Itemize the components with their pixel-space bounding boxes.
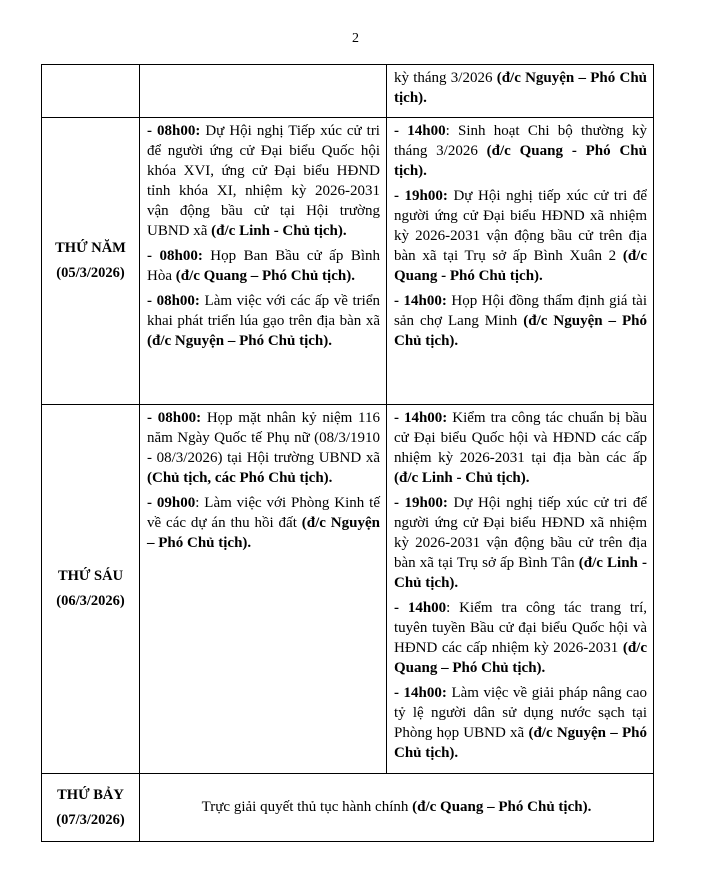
note-assignee: (đ/c Quang – Phó Chủ tịch). bbox=[412, 799, 592, 815]
schedule-entry bbox=[147, 246, 380, 286]
entry-time: - 09h00 bbox=[147, 495, 196, 511]
schedule-entry bbox=[394, 598, 647, 678]
day-date: (05/3/2026) bbox=[56, 265, 125, 281]
day-name: THỨ SÁU bbox=[57, 568, 124, 584]
entry-time: - 14h00: bbox=[394, 410, 448, 426]
page-number: 2 bbox=[352, 31, 359, 46]
schedule-entry bbox=[394, 68, 647, 108]
day-cell bbox=[42, 118, 140, 405]
day-cell-empty bbox=[42, 65, 140, 118]
table-row-saturday bbox=[42, 774, 654, 842]
entry-assignee: (đ/c Quang - Phó Chủ tịch). bbox=[394, 248, 647, 284]
day-cell bbox=[42, 405, 140, 774]
entry-assignee: (đ/c Nguyện – Phó Chủ tịch). bbox=[147, 515, 380, 551]
entry-time: - 19h00: bbox=[394, 495, 448, 511]
entry-time: - 14h00: bbox=[394, 293, 447, 309]
entry-assignee: (đ/c Quang – Phó Chủ tịch). bbox=[394, 640, 647, 676]
schedule-entry bbox=[394, 186, 647, 286]
entry-time: - 08h00: bbox=[147, 248, 203, 264]
saturday-note-cell bbox=[140, 774, 654, 842]
entry-time: - 19h00: bbox=[394, 188, 448, 204]
entry-text: Họp Ban Bầu cử ấp Bình Hòa bbox=[147, 248, 380, 284]
schedule-entry bbox=[147, 408, 380, 488]
entry-assignee: (đ/c Linh - Chủ tịch). bbox=[394, 555, 647, 591]
schedule-entry bbox=[147, 493, 380, 553]
entry-text: Làm việc về giải pháp nâng cao tỷ lệ người dân sử dụng nước sạch tại Phòng họp UBND xã bbox=[394, 685, 647, 741]
entry-text: Dự Hội nghị tiếp xúc cử tri để người ứng cử Đại biểu HĐND xã nhiệm kỳ 2026-2031 vận động bầu cử trên địa bàn xã tại Trụ sở ấp Bình Xuân 2 bbox=[394, 188, 647, 264]
morning-cell bbox=[140, 405, 387, 774]
entry-text: Dự Hội nghị tiếp xúc cử tri để người ứng cử Đại biểu HĐND xã nhiệm kỳ 2026-2031 vận động bầu cử trên địa bàn xã tại Trụ sở ấp Bình Tân bbox=[394, 495, 647, 571]
table-row-thursday bbox=[42, 118, 654, 405]
day-name: THỨ BẢY bbox=[57, 786, 124, 803]
afternoon-cell bbox=[387, 65, 654, 118]
entry-assignee: (đ/c Quang – Phó Chủ tịch). bbox=[175, 268, 355, 284]
entry-text: Họp Hội đồng thẩm định giá tài sản chợ Lang Minh bbox=[394, 293, 648, 329]
schedule-entry bbox=[394, 121, 647, 181]
afternoon-cell bbox=[387, 405, 654, 774]
schedule-entry bbox=[394, 408, 647, 488]
entry-text: : Sinh hoạt Chi bộ thường kỳ tháng 3/2026 bbox=[394, 123, 647, 159]
entry-assignee: (đ/c Linh - Chủ tịch). bbox=[211, 223, 347, 239]
schedule-entry bbox=[147, 291, 380, 351]
morning-cell bbox=[140, 118, 387, 405]
entry-assignee: (đ/c Nguyện – Phó Chủ tịch). bbox=[147, 333, 333, 349]
entry-text: : Làm việc với Phòng Kinh tế về các dự án thu hồi đất bbox=[147, 495, 380, 531]
morning-cell-empty bbox=[140, 65, 387, 118]
note-text: Trực giải quyết thủ tục hành chính bbox=[201, 799, 413, 815]
schedule-entry bbox=[147, 121, 380, 241]
schedule-entry bbox=[394, 291, 647, 351]
schedule-entry bbox=[394, 683, 647, 763]
entry-assignee: (đ/c Nguyện – Phó Chủ tịch). bbox=[394, 313, 647, 349]
entry-text: Kiểm tra công tác chuẩn bị bầu cử Đại biểu Quốc hội và HĐND các cấp nhiệm kỳ 2026-2031 tại địa bàn các ấp bbox=[394, 410, 647, 466]
entry-assignee: (đ/c Quang - Phó Chủ tịch). bbox=[394, 143, 647, 179]
table-row-friday bbox=[42, 405, 654, 774]
entry-time: - 14h00: bbox=[394, 685, 447, 701]
entry-text: : Kiểm tra công tác trang trí, tuyên tuyền Bầu cử đại biểu Quốc hội và HĐND các cấp nhiệm kỳ 2026-2031 bbox=[394, 600, 647, 656]
entry-assignee: (đ/c Nguyện – Phó Chủ tịch). bbox=[394, 725, 647, 761]
entry-time: - 08h00: bbox=[147, 293, 200, 309]
entry-time: - 14h00 bbox=[394, 123, 446, 139]
entry-text: Làm việc với các ấp về triển khai phát triển lúa gạo trên địa bàn xã bbox=[147, 293, 380, 329]
day-cell bbox=[42, 774, 140, 842]
entry-time: - 14h00 bbox=[394, 600, 447, 616]
entry-time: - 08h00: bbox=[147, 123, 201, 139]
day-date: (06/3/2026) bbox=[56, 593, 125, 609]
entry-text: Dự Hội nghị Tiếp xúc cử tri để người ứng cử Đại biểu Quốc hội khóa XVI, ứng cử Đại biểu HĐND tỉnh khóa XI, nhiệm kỳ 2026-2031 vận động bầu cử tại Hội trường UBND xã bbox=[147, 123, 380, 239]
day-name: THỨ NĂM bbox=[55, 240, 126, 256]
entry-text: kỳ tháng 3/2026 bbox=[394, 70, 497, 86]
schedule-entry bbox=[394, 493, 647, 593]
entry-text: Họp mặt nhân kỷ niệm 116 năm Ngày Quốc tế Phụ nữ (08/3/1910 - 08/3/2026) tại Hội trường UBND xã bbox=[147, 410, 380, 466]
entry-assignee: (đ/c Linh - Chủ tịch). bbox=[394, 470, 530, 486]
entry-assignee: (Chủ tịch, các Phó Chủ tịch). bbox=[147, 470, 333, 486]
entry-time: - 08h00: bbox=[147, 410, 202, 426]
afternoon-cell bbox=[387, 118, 654, 405]
schedule-table bbox=[41, 64, 654, 842]
table-row bbox=[42, 65, 654, 118]
day-date: (07/3/2026) bbox=[56, 811, 125, 828]
entry-assignee: (đ/c Nguyện – Phó Chủ tịch). bbox=[394, 70, 647, 106]
